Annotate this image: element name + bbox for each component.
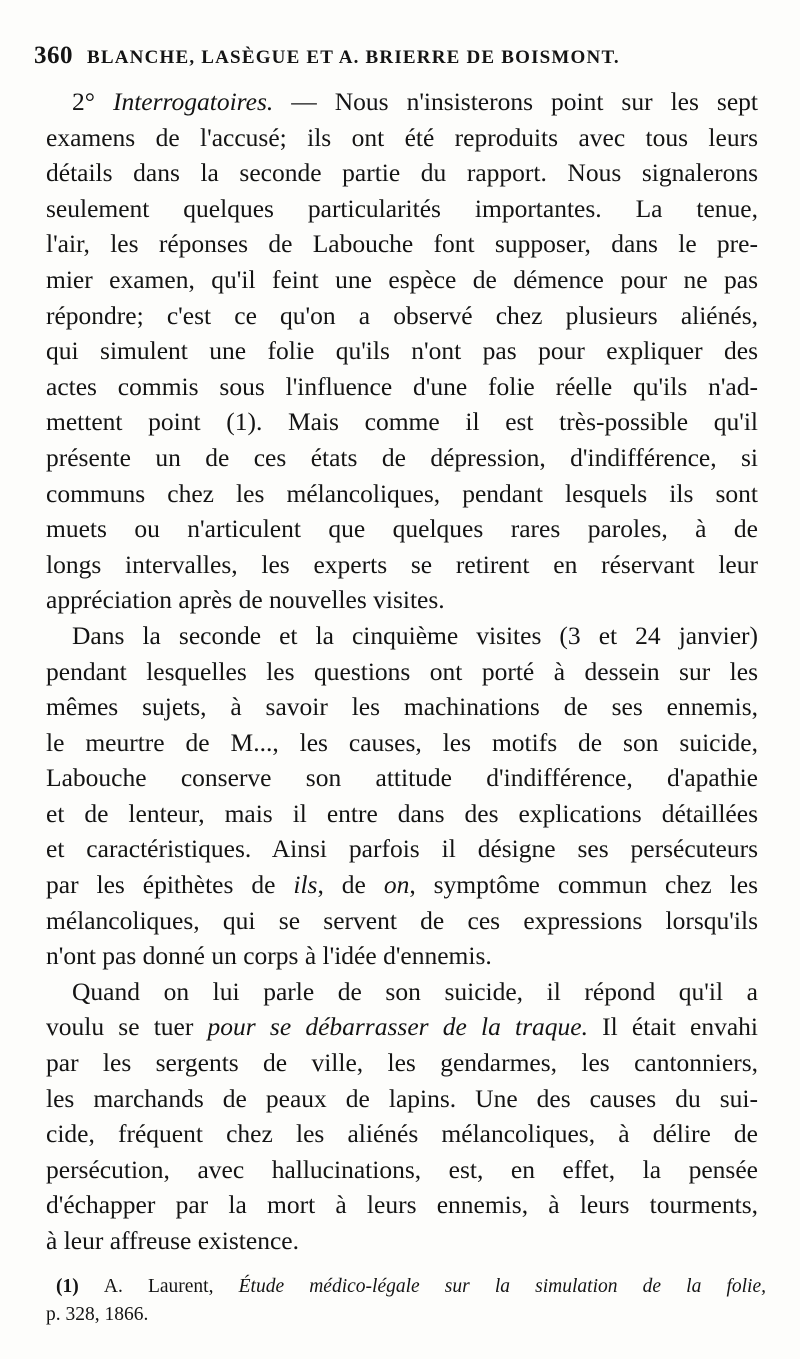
text-line: détails dans la seconde partie du rapport. Nous signalerons	[46, 158, 758, 188]
footnote-title: Étude médico-légale sur la simulation de la folie,	[213, 1276, 766, 1297]
text-line: l'air, les réponses de Labouche font supposer, dans le pre-	[46, 229, 758, 259]
text-line: n'ont pas donné un corps à l'idée d'ennemis.	[46, 941, 492, 971]
text-line: cide, fréquent chez les aliénés mélancoliques, à délire de	[46, 1119, 758, 1149]
text-line: par les épithètes de ils, de on, symptôme commun chez les	[46, 870, 758, 900]
text-line: et de lenteur, mais il entre dans des explications détaillées	[46, 798, 758, 828]
text-line: mier examen, qu'il feint une espèce de démence pour ne pas	[46, 264, 758, 294]
text-line: le meurtre de M..., les causes, les motifs de son suicide,	[46, 727, 758, 757]
text-line: muets ou n'articulent que quelques rares paroles, à de	[46, 514, 758, 544]
text-line: d'échapper par la mort à leurs ennemis, à leurs tourments,	[46, 1190, 758, 1220]
text-line: voulu se tuer pour se débarrasser de la traque. Il était envahi	[46, 1012, 758, 1042]
text-line: mélancoliques, qui se servent de ces expressions lorsqu'ils	[46, 905, 758, 935]
footnote-marker: (1)	[56, 1276, 104, 1297]
text-line: mêmes sujets, à savoir les machinations de ses ennemis,	[46, 692, 758, 722]
text-line: longs intervalles, les experts se retirent en réservant leur	[46, 549, 758, 579]
paragraph-suicide	[46, 974, 758, 1259]
text-line: présente un de ces états de dépression, d'indifférence, si	[46, 442, 758, 472]
text-line: par les sergents de ville, les gendarmes, les cantonniers,	[46, 1048, 758, 1078]
text-line: les marchands de peaux de lapins. Une des causes du sui-	[46, 1083, 758, 1113]
text-line: appréciation après de nouvelles visites.	[46, 585, 445, 615]
text-line: pendant lesquelles les questions ont porté à dessein sur les	[46, 656, 758, 686]
paragraph-interrogatoires	[46, 84, 758, 618]
text-line: 2° Interrogatoires. — Nous n'insisterons point sur les sept	[72, 87, 758, 116]
page-number: 360	[34, 42, 73, 69]
text-line: examens de l'accusé; ils ont été reproduits avec tous leurs	[46, 122, 758, 152]
footnote	[46, 1273, 766, 1329]
paragraph-visites	[46, 618, 758, 974]
text-line: persécution, avec hallucinations, est, en effet, la pensée	[46, 1154, 758, 1184]
text-line: répondre; c'est ce qu'on a observé chez plusieurs aliénés,	[46, 300, 758, 330]
text-line: Labouche conserve son attitude d'indifférence, d'apathie	[46, 763, 758, 793]
running-head-authors: BLANCHE, LASÈGUE ET A. BRIERRE DE BOISMONT.	[87, 47, 620, 68]
text-line: communs chez les mélancoliques, pendant lesquels ils sont	[46, 478, 758, 508]
text-line: et caractéristiques. Ainsi parfois il désigne ses persécuteurs	[46, 834, 758, 864]
text-line: qui simulent une folie qu'ils n'ont pas pour expliquer des	[46, 336, 758, 366]
text-line: mettent point (1). Mais comme il est très-possible qu'il	[46, 407, 758, 437]
text-line: Dans la seconde et la cinquième visites (3 et 24 janvier)	[72, 620, 758, 650]
text-line: à leur affreuse existence.	[46, 1226, 299, 1255]
text-line: seulement quelques particularités importantes. La tenue,	[46, 193, 758, 223]
section-heading: Interrogatoires.	[112, 87, 274, 116]
running-header	[34, 42, 774, 78]
body-text	[46, 84, 758, 1259]
footnote-author: A. Laurent,	[103, 1276, 214, 1297]
text-line: actes commis sous l'influence d'une folie réelle qu'ils n'ad-	[46, 371, 758, 401]
footnote-line	[46, 1273, 766, 1301]
text-line: Quand on lui parle de son suicide, il répond qu'il a	[72, 976, 758, 1006]
footnote-line: p. 328, 1866.	[46, 1304, 149, 1325]
